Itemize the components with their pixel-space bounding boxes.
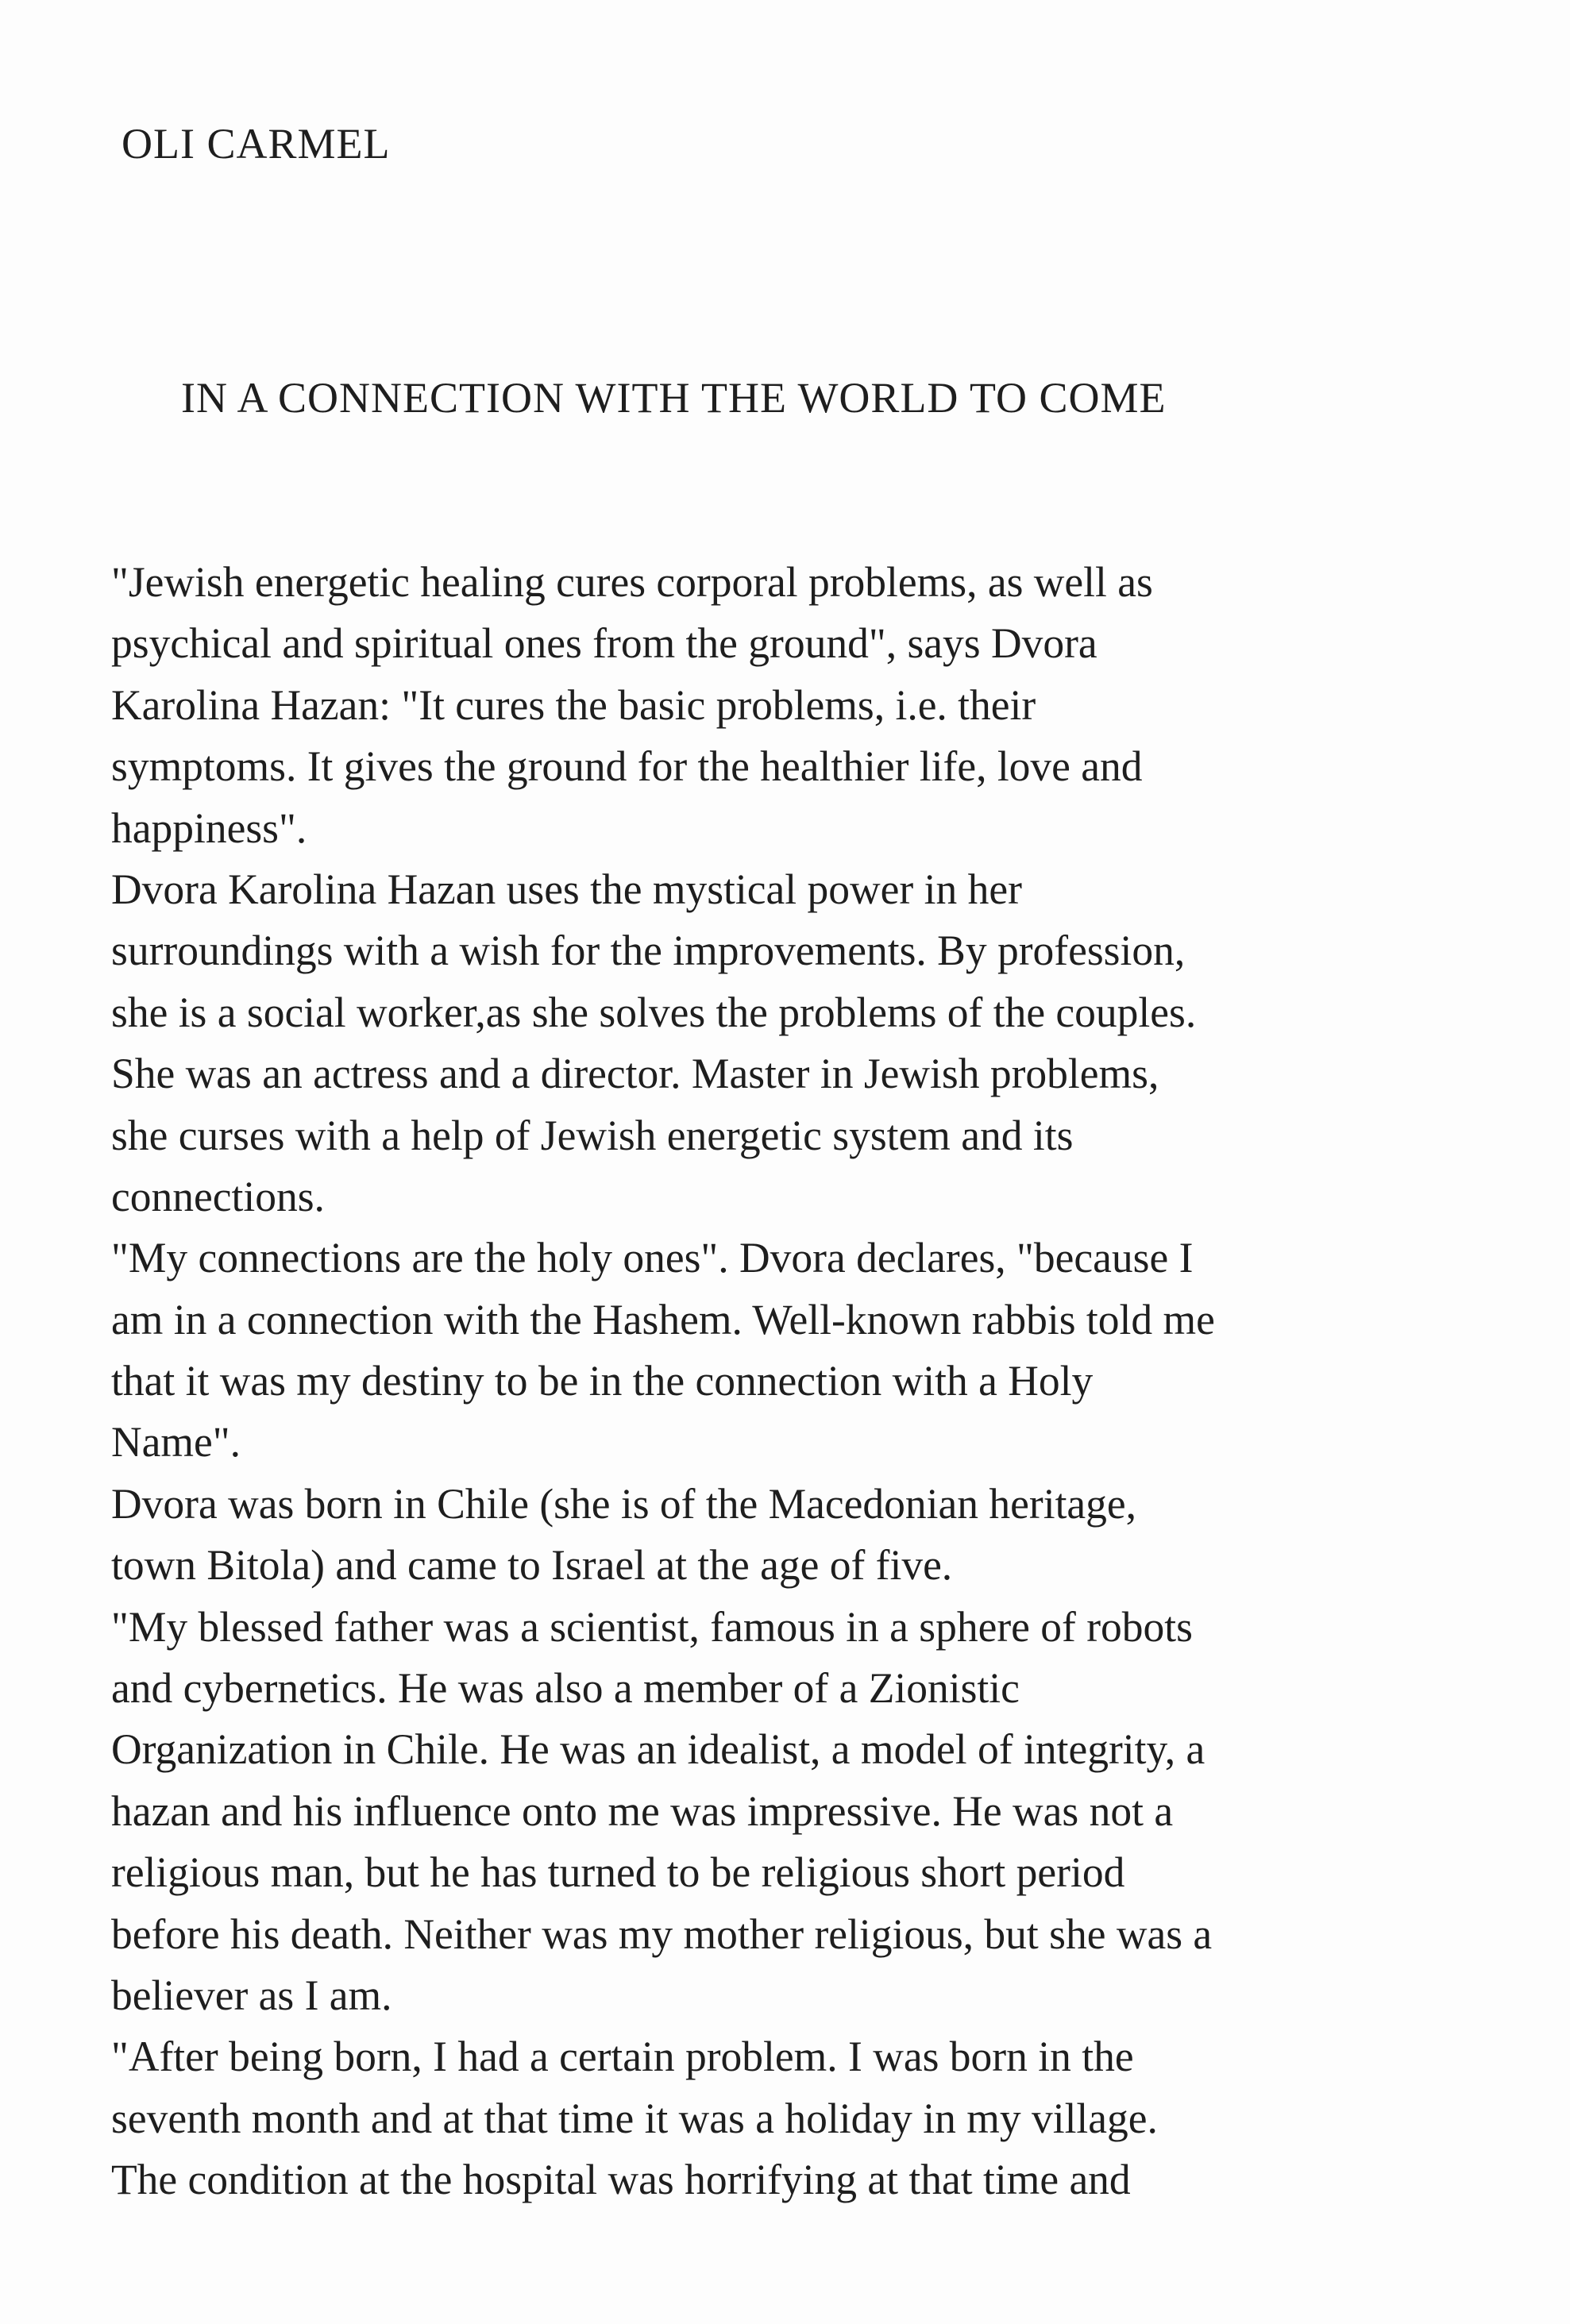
body-line: The condition at the hospital was horrifying at that time and — [111, 2156, 1131, 2204]
body-line: town Bitola) and came to Israel at the age of five. — [111, 1541, 953, 1590]
body-line: She was an actress and a director. Master in Jewish problems, — [111, 1050, 1159, 1098]
body-line: surroundings with a wish for the improvements. By profession, — [111, 927, 1186, 975]
body-line: religious man, but he has turned to be religious short period — [111, 1848, 1125, 1897]
body-line: connections. — [111, 1172, 325, 1220]
body-line: Organization in Chile. He was an idealist, a model of integrity, a — [111, 1725, 1205, 1774]
body-line: she curses with a help of Jewish energetic system and its — [111, 1111, 1074, 1159]
body-line: Dvora was born in Chile (she is of the Macedonian heritage, — [111, 1479, 1137, 1528]
author-name: OLI CARMEL — [122, 120, 391, 168]
body-line: Name". — [111, 1418, 241, 1466]
body-line: Karolina Hazan: "It cures the basic problems, i.e. their — [111, 680, 1036, 729]
article-title: IN A CONNECTION WITH THE WORLD TO COME — [181, 374, 1167, 422]
body-line: that it was my destiny to be in the connection with a Holy — [111, 1357, 1094, 1405]
body-line: "My blessed father was a scientist, famous in a sphere of robots — [111, 1602, 1193, 1651]
body-line: believer as I am. — [111, 1971, 392, 2019]
body-line: "My connections are the holy ones". Dvora declares, "because I — [111, 1234, 1194, 1282]
article-body — [111, 552, 1485, 2211]
body-line: Dvora Karolina Hazan uses the mystical power in her — [111, 865, 1022, 913]
body-line: before his death. Neither was my mother religious, but she was a — [111, 1910, 1213, 1958]
body-line: seventh month and at that time it was a holiday in my village. — [111, 2094, 1158, 2142]
body-line: and cybernetics. He was also a member of a Zionistic — [111, 1664, 1020, 1713]
body-line: "After being born, I had a certain problem. I was born in the — [111, 2033, 1134, 2081]
body-line: psychical and spiritual ones from the ground", says Dvora — [111, 619, 1097, 668]
body-line: happiness". — [111, 804, 307, 852]
body-line: am in a connection with the Hashem. Well-known rabbis told me — [111, 1295, 1215, 1343]
body-line: hazan and his influence onto me was impressive. He was not a — [111, 1786, 1174, 1835]
body-line: "Jewish energetic healing cures corporal problems, as well as — [111, 558, 1153, 606]
body-line: symptoms. It gives the ground for the healthier life, love and — [111, 742, 1143, 791]
body-line: she is a social worker,as she solves the problems of the couples. — [111, 988, 1197, 1036]
